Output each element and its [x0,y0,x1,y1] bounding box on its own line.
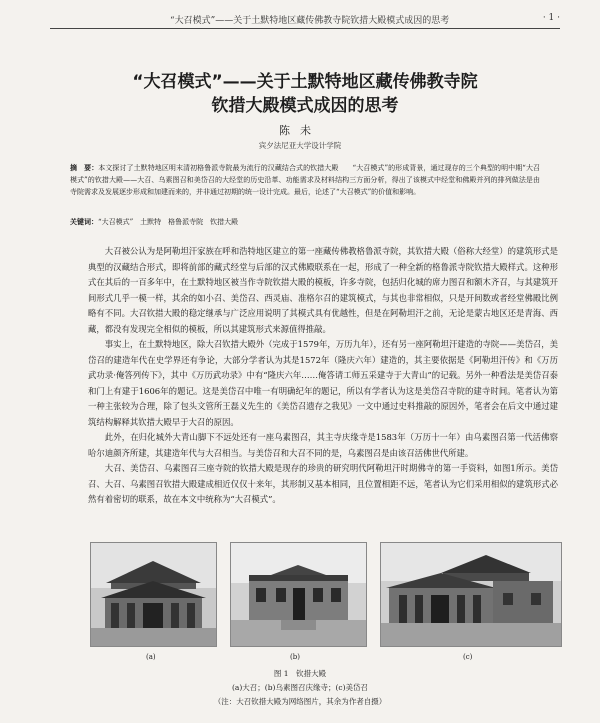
paragraph: 事实上，在土默特地区，除大召钦措大殿外（完成于1579年，万历九年），还有另一座阿勒坦汗建造的寺院——美岱召，美岱召的建造年代在史学界还有争论，大部分学者认为其是1572年（隆庆六年）建造的，其主要依据是《阿勒坦汗传》和《万历武功录·俺答列传下》，其中《万历武功录》中有“隆庆六年……俺答请工师五采建寺于大青山”的记载。另外一种看法是美岱召泰和门上有建于1606年的题记。这是美岱召中唯一有明确纪年的题记，所以有学者认为这是美岱召寺院的建寺时间。笔者认为第一种主张较为合理，除了包头文管所王磊义先生的《美岱召遗存之我见》一文中通过史料推敲的原因外，笔者会在后文中通过建筑结构解释其钦措大殿早于大召的原因。 [88,339,558,427]
figure-caption-title: 图 1 钦措大殿 [273,669,327,678]
author-name: 陈未 [279,124,321,137]
figure-caption-detail: (a)大召；(b)乌素图召庆缘寺；(c)美岱召 [231,683,369,692]
author-affiliation: 宾夕法尼亚大学设计学院 [258,141,342,150]
keywords-text: “大召模式” 土默特 格鲁派寺院 钦措大殿 [98,218,239,226]
figure-caption-note: （注：大召钦措大殿为网络图片，其余为作者自摄） [213,697,387,706]
page-number: · 1 · [542,13,560,23]
figure-label-b: (b) [290,653,300,661]
abstract-label: 摘 要： [70,163,99,172]
photo-wusutu-qingyuan-temple [230,542,367,647]
keywords [70,216,540,228]
figure-label-c: (c) [463,653,473,661]
paragraph: 大召、美岱召、乌素图召三座寺院的钦措大殿是现存的珍贵的研究明代阿勒坦汗时期佛寺的第一手资料，如图1所示。美岱召、大召、乌素图召钦措大殿建成相近仅仅十来年，其形制又基本相同，且位置相距不远，笔者认为它们采用相似的建筑形式必然有着密切的联系，故在本文中统称为“大召模式”。 [88,463,558,504]
keywords-label: 关键词： [70,217,98,226]
abstract-text: 本文探讨了土默特地区明末清初格鲁派寺院最为流行的汉藏结合式的钦措大殿 “大召模式”的形成背景，通过现存的三个典型的明中期“大召模式”的钦措大殿——大召、乌素图召和美岱召的大经堂的历史沿革、功能需求及材料结构三方面分析，得出了该模式中经堂和佛殿并列的排列做法是由寺院需求及发展逐步形成和加建而来的，并非通过初期的统一设计完成。最后，论述了“大召模式”的价值和影响。 [70,164,541,196]
paragraph: 大召被公认为是阿勒坦汗家族在呼和浩特地区建立的第一座藏传佛教格鲁派寺院，其钦措大殿（俗称大经堂）的建筑形式是典型的汉藏结合形式，即将前部的藏式经堂与后部的汉式佛殿联系在一起，形成了一种全新的格鲁派寺院钦措大殿样式。这种形式在其后的一百多年中，在土默特地区被当作寺院钦措大殿的模板，许多寺院，包括归化城的席力图召和额木齐召，与其建筑开间形式几乎一模一样，其余的如小召、美岱召、西灵庙、准格尔召的建筑模式，与其也非常相似，只是开间数或者经堂佛殿比例略有不同。大召钦措大殿的稳定继承与广泛应用说明了其模式具有优越性，但是在阿勒坦汗之前，无论是蒙古地区还是青海、西藏，都没有发现完全相似的模板，所以其建筑形式来源值得推敲。 [88,246,558,334]
body-text [88,244,558,508]
running-header [50,10,560,29]
title-line-2: 钦措大殿模式成因的思考 [211,96,399,116]
photo-meidai-zhao [380,542,562,647]
photo-dazhao-hall [90,542,217,647]
running-title: “大召模式”——关于土默特地区藏传佛教寺院钦措大殿模式成因的思考 [170,16,450,26]
title-line-1: “大召模式”——关于土默特地区藏传佛教寺院 [132,72,478,92]
paragraph: 此外，在归化城外大青山脚下不远处还有一座乌素图召，其主寺庆缘寺是1583年（万历十一年）由乌素图召第一代活佛察哈尔迪颜齐所建，其建造年代与大召相当。与美岱召和大召不同的是，乌素图召是由该召活佛世代所建。 [88,432,558,458]
abstract [70,162,540,198]
article-title [60,70,550,118]
figure-1 [90,542,560,661]
figure-label-a: (a) [146,653,156,661]
